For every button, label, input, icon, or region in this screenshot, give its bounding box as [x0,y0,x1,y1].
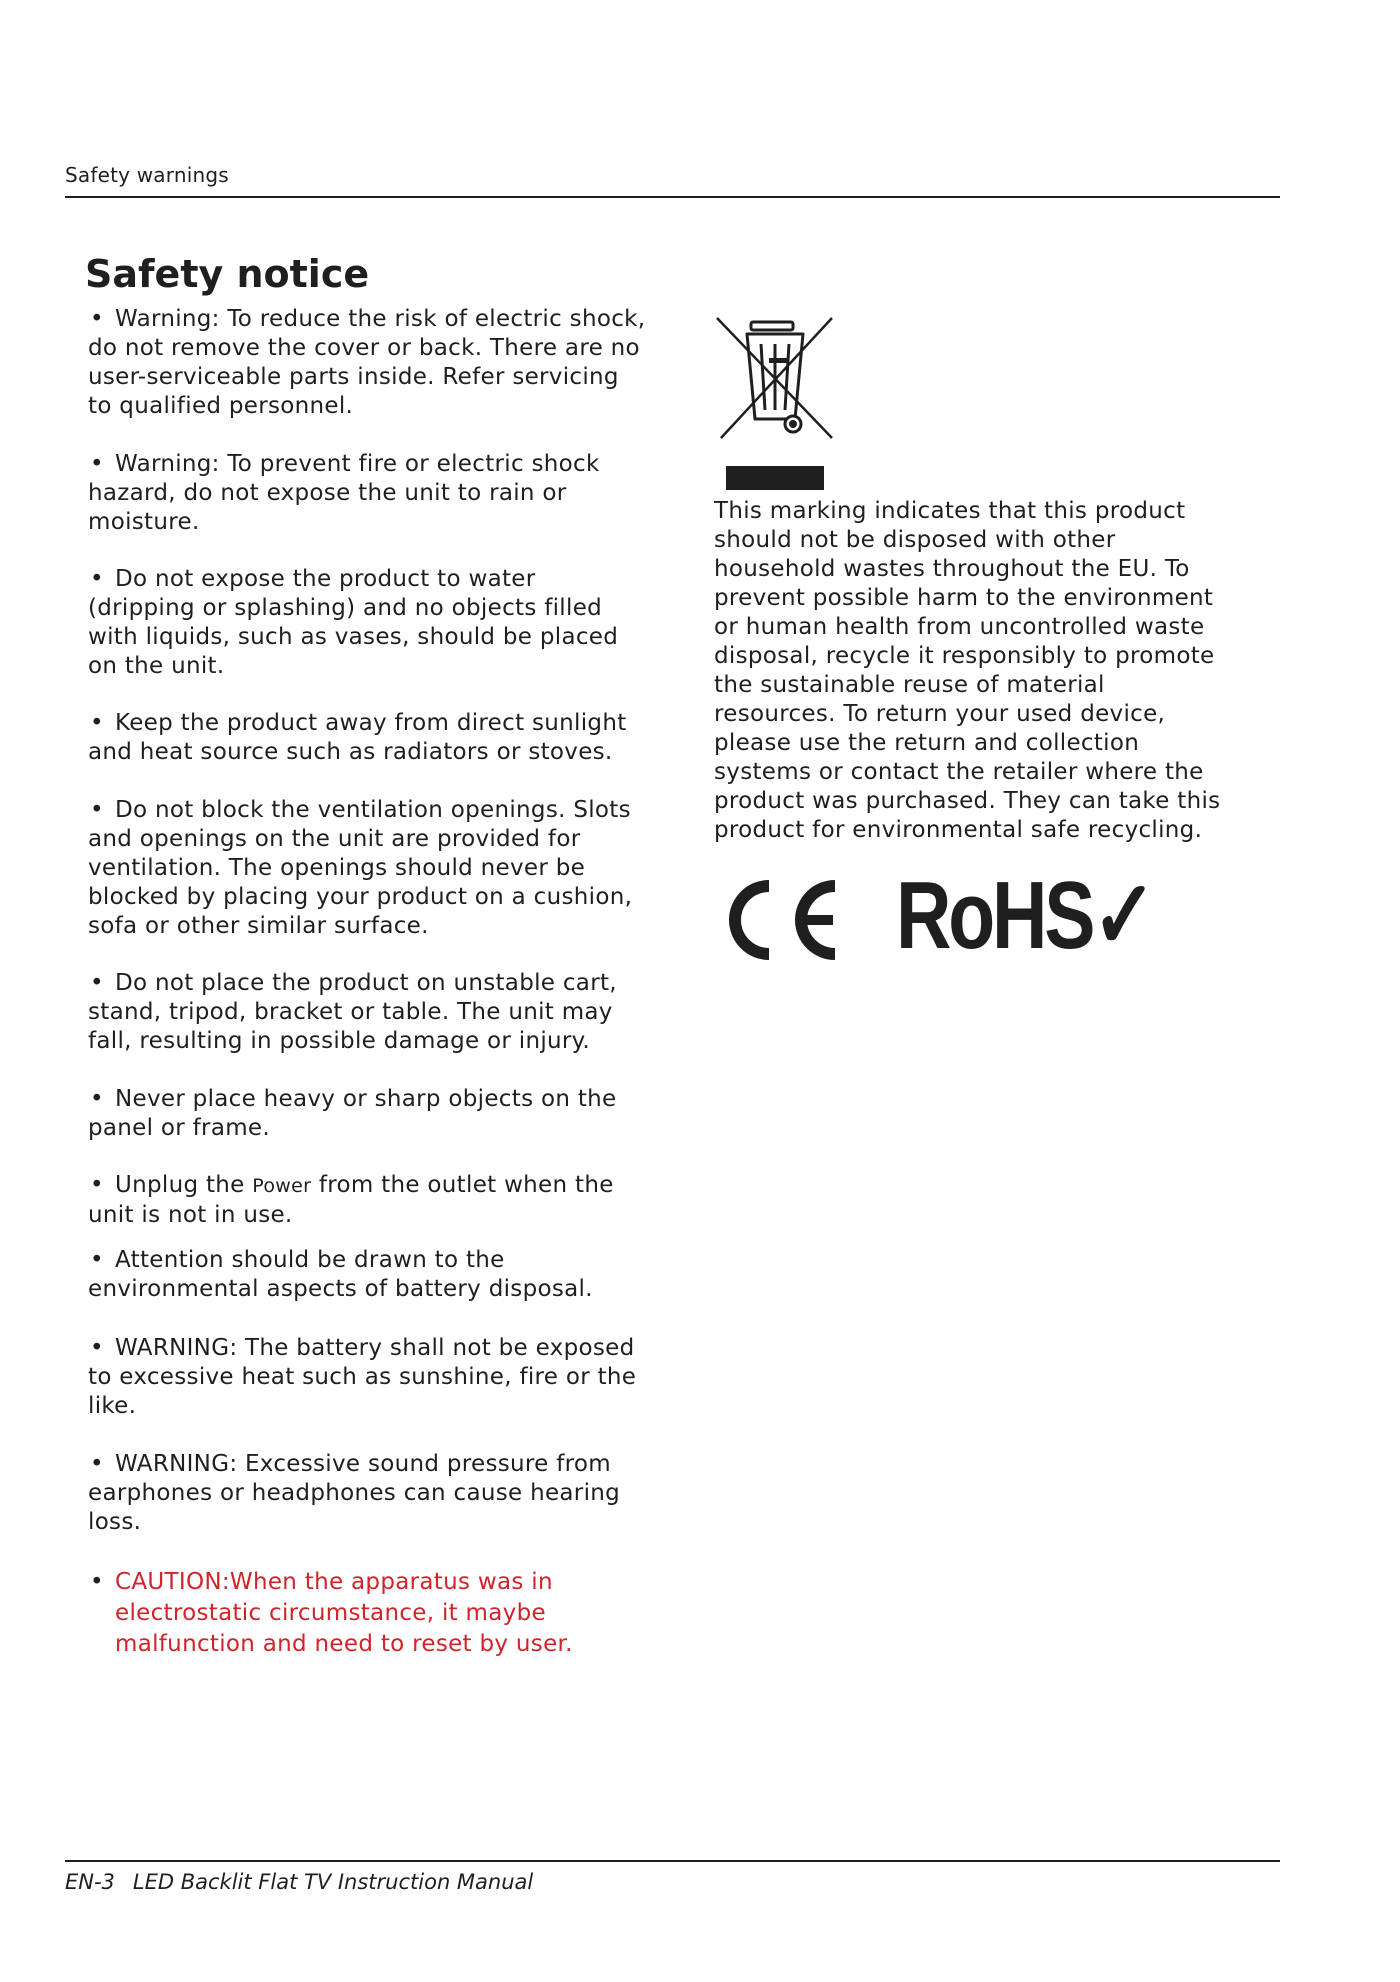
bullet: • [90,710,104,736]
bullet: • [90,306,104,332]
manual-title: LED Backlit Flat TV Instruction Manual [132,1870,534,1894]
section-header: Safety warnings [65,163,229,187]
bullet: • [90,451,104,477]
rohs-mark-logo: RoHS✓ [896,862,1157,969]
header-rule [65,196,1280,198]
checkmark-icon: ✓ [1092,862,1157,969]
warning-item: • Attention should be drawn to the environmental aspects of battery disposal. [88,1247,593,1302]
bullet: • [90,1451,104,1477]
bullet: • [90,566,104,592]
bullet: • [90,797,104,823]
bullet: • [90,1086,104,1112]
bullet: • [90,1247,104,1273]
warning-item: • WARNING: Excessive sound pressure from earphones or headphones can cause hearing loss. [88,1451,621,1535]
footer-rule [65,1860,1280,1862]
caution-item: • CAUTION:When the apparatus was in electrostatic circumstance, it maybe malfunction and need to reset by user. [90,1569,573,1657]
weee-description: This marking indicates that this product should not be disposed with other household wastes throughout the EU. To prevent possible harm to the environment or human health from uncontrolled waste disposal, recycle it responsibly to promote the sustainable reuse of material resources. To return your used device, please use the return and collection systems or contact the retailer where the product was purchased. They can take this product for environmental safe recycling. [714,498,1221,843]
warning-item: • Do not place the product on unstable cart, stand, tripod, bracket or table. The unit may fall, resulting in possible damage or injury. [88,970,617,1054]
ce-mark-logo [723,878,843,962]
crossed-bin-icon [713,314,836,442]
bullet: • [90,1569,104,1595]
warning-item: • Do not block the ventilation openings. Slots and openings on the unit are provided for ventilation. The openings should never be blocked by placing your product on a cushion, sofa or other similar surface. [88,797,633,939]
warning-item: • Keep the product away from direct sunlight and heat source such as radiators or stoves. [88,710,627,765]
bullet: • [90,1335,104,1361]
page-number: EN-3 [65,1870,115,1894]
warning-item-power: • Unplug the Power from the outlet when the unit is not in use. [88,1172,614,1228]
warning-item: • Warning: To reduce the risk of electric shock, do not remove the cover or back. There are no user-serviceable parts inside. Refer servicing to qualified personnel. [88,306,646,419]
bullet: • [90,970,104,996]
page-title: Safety notice [85,252,370,296]
warning-item: • Never place heavy or sharp objects on the panel or frame. [88,1086,617,1141]
page-footer [65,1870,533,1894]
warning-item: • Warning: To prevent fire or electric shock hazard, do not expose the unit to rain or moisture. [88,451,600,535]
bullet: • [90,1172,104,1198]
warning-item: • WARNING: The battery shall not be exposed to excessive heat such as sunshine, fire or the like. [88,1335,637,1419]
warning-item: • Do not expose the product to water (dripping or splashing) and no objects filled with liquids, such as vases, should be placed on the unit. [88,566,619,679]
weee-underline-bar [726,466,824,490]
